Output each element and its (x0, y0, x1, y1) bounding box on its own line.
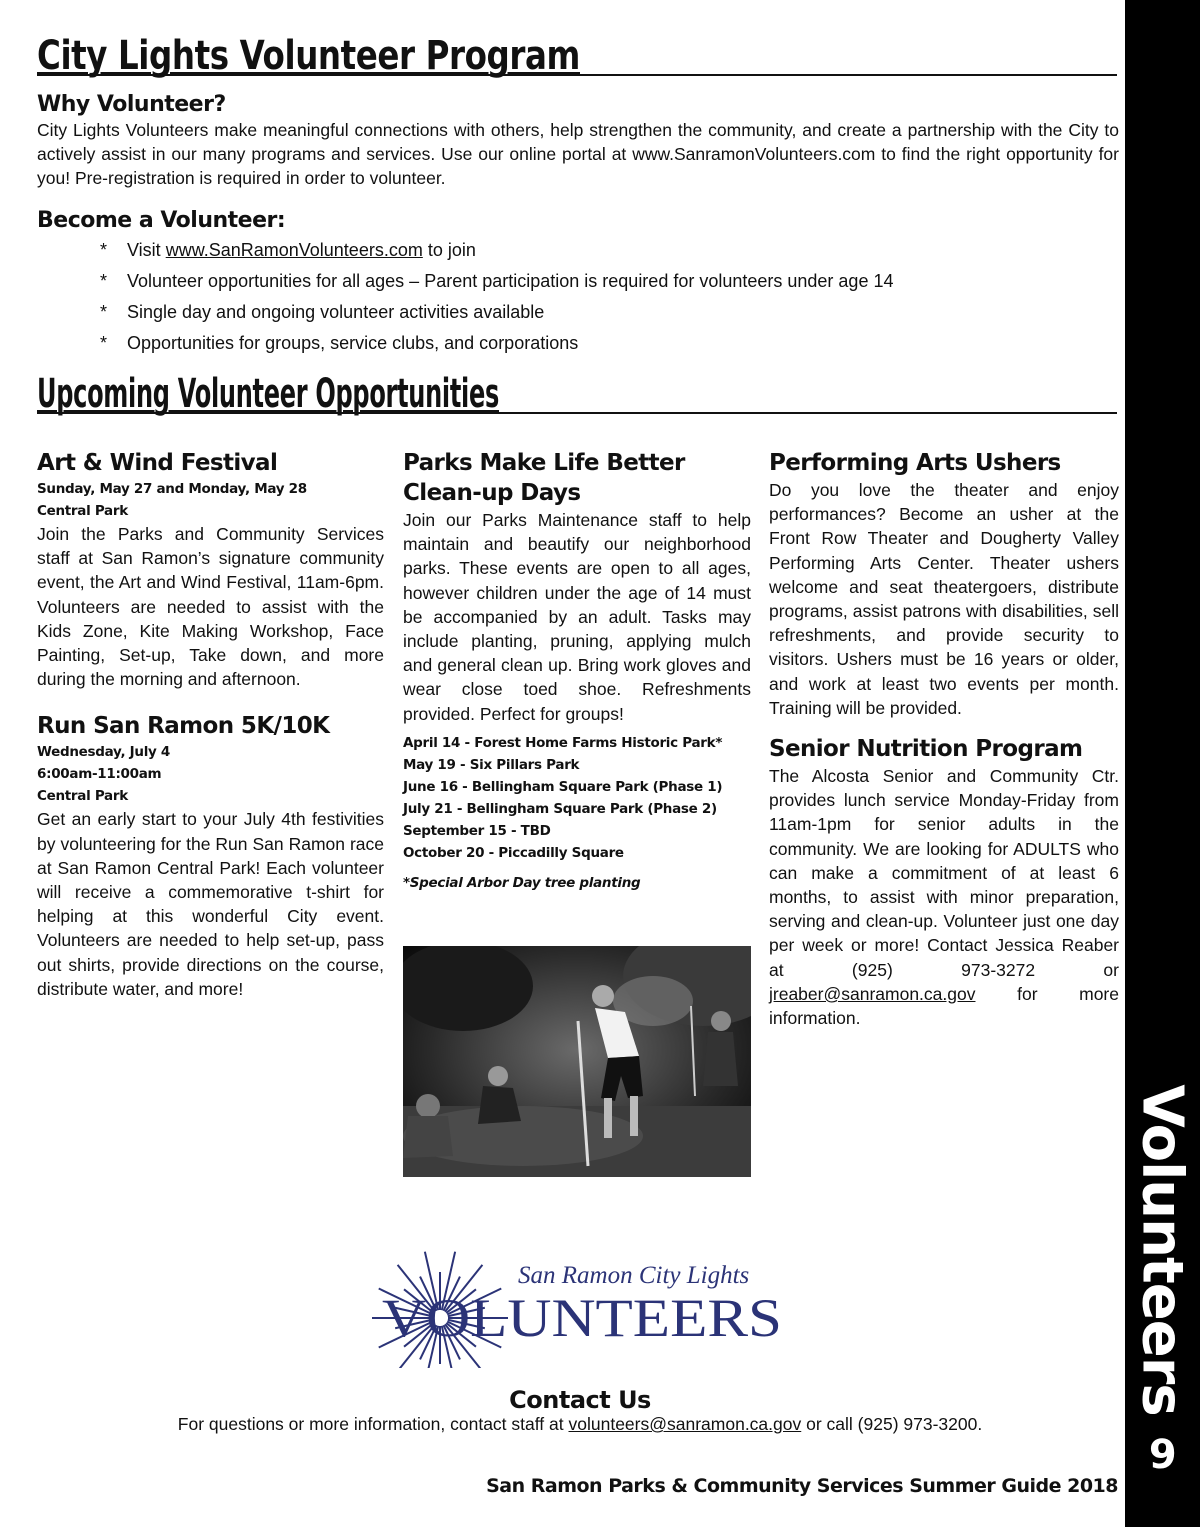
page-title: City Lights Volunteer Program (37, 33, 580, 79)
list-item (100, 298, 893, 329)
list-item (100, 329, 893, 360)
upcoming-rule (37, 368, 1117, 417)
list-item: September 15 - TBD (403, 822, 551, 839)
bullet-marker: * (100, 271, 108, 291)
list-item-text: Single day and ongoing volunteer activities available (127, 302, 545, 322)
run-time: 6:00am-11:00am (37, 766, 162, 783)
art-wind-location: Central Park (37, 503, 128, 519)
art-wind-date: Sunday, May 27 and Monday, May 28 (37, 481, 307, 497)
contact-email-link[interactable]: volunteers@sanramon.ca.gov (568, 1414, 802, 1434)
list-item: June 16 - Bellingham Square Park (Phase 1) (403, 778, 723, 795)
why-text: City Lights Volunteers make meaningful connections with others, help strengthen the community, and create a partnership with the City to actively assist in our many programs and services. Use our online portal at www.SanramonVolunteers.com to find the right opportunity for you! Pre-registration is required in order to volunteer. (37, 120, 1119, 189)
column-right (769, 448, 1119, 1030)
parks-title: Parks Make Life Better Clean-up Days (403, 450, 685, 506)
run-date: Wednesday, July 4 (37, 744, 171, 761)
list-item (100, 267, 893, 298)
why-heading: Why Volunteer? (37, 92, 226, 117)
art-wind-text: Join the Parks and Community Services staff at San Ramon’s signature community event, the Art and Wind Festival, 11am-6pm. Volunteers are needed to assist with the Kids Zone, Kite Making Workshop, Face Painting, Set-up, Take down, and more during the morning and afternoon. (37, 524, 384, 690)
bullet-marker: * (100, 302, 108, 322)
contact-heading: Contact Us (509, 1386, 651, 1414)
list-item-text: Opportunities for groups, service clubs, and corporations (127, 333, 579, 353)
contact-line (0, 1414, 1160, 1435)
senior-contact-email-link[interactable]: jreaber@sanramon.ca.gov (769, 983, 976, 1004)
footer-publication: San Ramon Parks & Community Services Summer Guide 2018 (486, 1475, 1118, 1497)
visit-suffix: to join (427, 240, 476, 260)
title-rule (37, 30, 1117, 79)
run-title: Run San Ramon 5K/10K (37, 713, 330, 740)
logo-line2: VOLUNTEERS (382, 1288, 782, 1348)
page-number: 9 (1148, 1432, 1177, 1478)
bullet-marker: * (100, 240, 108, 260)
upcoming-heading: Upcoming Volunteer Opportunities (37, 371, 499, 417)
run-location: Central Park (37, 788, 128, 805)
contact-prefix: For questions or more information, contact staff at (177, 1414, 564, 1434)
parks-date-list (403, 732, 751, 864)
list-item: October 20 - Piccadilly Square (403, 844, 624, 861)
list-item: May 19 - Six Pillars Park (403, 756, 580, 773)
list-item: April 14 - Forest Home Farms Historic Park* (403, 734, 723, 751)
parks-text: Join our Parks Maintenance staff to help maintain and beautify our neighborhood parks. These events are open to all ages, however children under the age of 14 must be accompanied by an adult. Tasks may include planting, pruning, applying mulch and general clean up. Bring work gloves and wear close toed shoe. Refreshments provided. Perfect for groups! (403, 510, 751, 724)
ushers-text: Do you love the theater and enjoy performances? Become an usher at the Front Row Theater and Dougherty Valley Performing Arts Center. Theater ushers welcome and seat theatergoers, distribute programs, assist patrons with disabilities, sell refreshments, and provide security to visitors. Ushers must be 16 years or older, and work at least two events per month. Training will be provided. (769, 480, 1119, 718)
list-item (100, 236, 893, 267)
senior-body: The Alcosta Senior and Community Ctr. provides lunch service Monday-Friday from 11am-1pm for senior adults in the community. We are looking for ADULTS who can make a commitment of at least 6 months, to assist with minor preparation, serving and clean-up. Volunteer just one day per week or more! Contact Jessica Reaber at (925) 973-3272 or (769, 766, 1119, 980)
volunteer-portal-link[interactable]: www.SanRamonVolunteers.com (165, 240, 423, 260)
logo-line1: San Ramon City Lights (518, 1262, 750, 1289)
section-label: Volunteers (1129, 1084, 1195, 1416)
senior-title: Senior Nutrition Program (769, 736, 1083, 763)
run-text: Get an early start to your July 4th festivities by volunteering for the Run San Ramon race at San Ramon Central Park! Each volunteer will receive a commemorative t-shirt for helping at this wonderful City event. Volunteers are needed to help set-up, pass out shirts, provide directions on the course, distribute water, and more! (37, 809, 384, 999)
contact-suffix: or call (925) 973-3200. (806, 1414, 983, 1434)
senior-text (769, 764, 1119, 1030)
bullet-marker: * (100, 333, 108, 353)
art-wind-title: Art & Wind Festival (37, 450, 278, 476)
column-left (37, 448, 384, 1001)
senior-body-end: for more information. (769, 983, 1119, 1029)
volunteers-planting-photo (403, 946, 751, 1177)
visit-prefix: Visit (127, 240, 161, 260)
become-heading: Become a Volunteer: (37, 208, 286, 233)
become-list (100, 236, 893, 360)
column-middle (403, 448, 751, 894)
ushers-title: Performing Arts Ushers (769, 450, 1061, 476)
list-item-text: Volunteer opportunities for all ages – Parent participation is required for volunteers under age 14 (127, 271, 894, 291)
parks-footnote: *Special Arbor Day tree planting (403, 874, 641, 891)
city-lights-volunteers-logo (366, 1238, 796, 1368)
list-item: July 21 - Bellingham Square Park (Phase 2) (403, 800, 717, 817)
